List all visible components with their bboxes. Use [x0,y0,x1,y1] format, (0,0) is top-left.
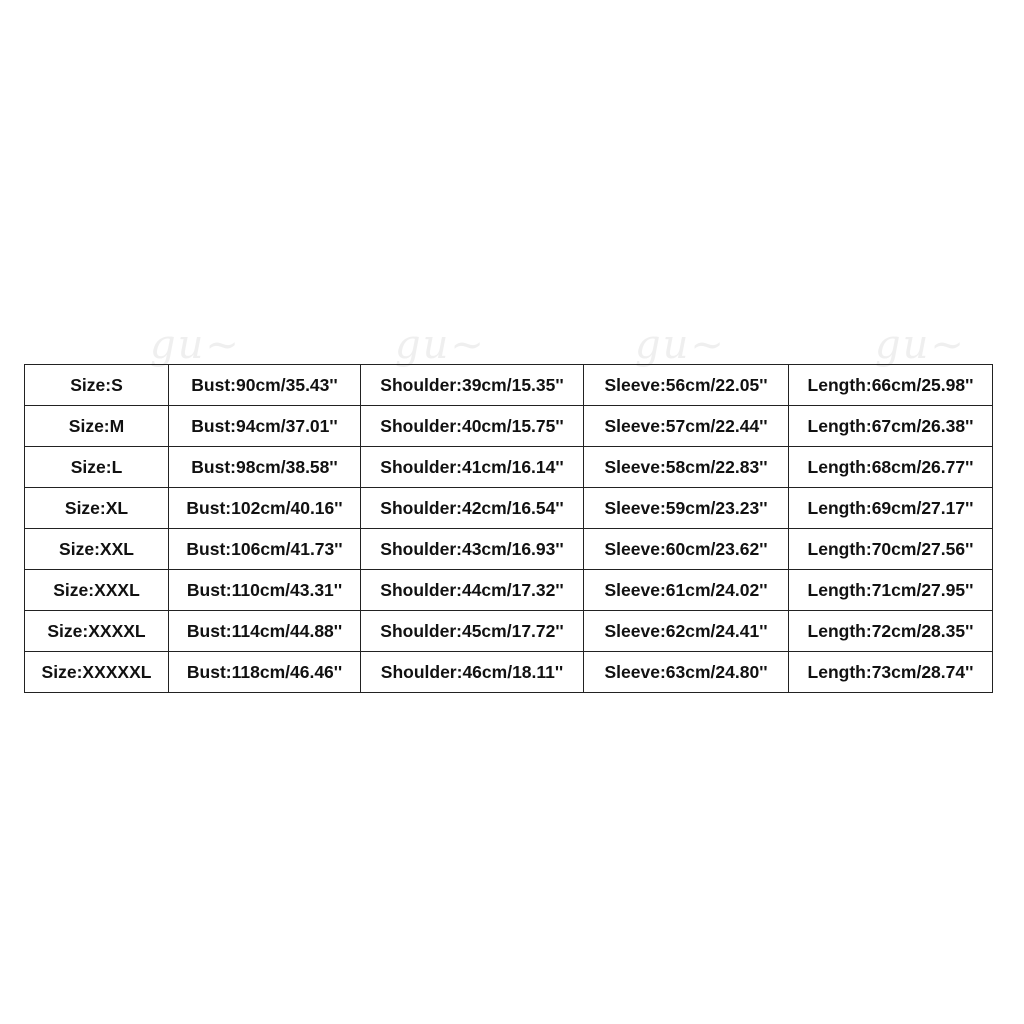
size-cell: Size:XXXXXL [25,652,169,693]
size-cell: Size:XXXXL [25,611,169,652]
shoulder-cell: Shoulder:46cm/18.11'' [361,652,584,693]
length-cell: Length:68cm/26.77'' [789,447,993,488]
size-cell: Size:M [25,406,169,447]
watermark: gu~ [395,322,486,368]
size-cell: Size:XXXL [25,570,169,611]
sleeve-cell: Sleeve:61cm/24.02'' [584,570,789,611]
sleeve-cell: Sleeve:58cm/22.83'' [584,447,789,488]
bust-cell: Bust:102cm/40.16'' [169,488,361,529]
table-row [25,365,993,406]
sleeve-cell: Sleeve:57cm/22.44'' [584,406,789,447]
length-cell: Length:69cm/27.17'' [789,488,993,529]
table-row [25,529,993,570]
bust-cell: Bust:106cm/41.73'' [169,529,361,570]
watermark: gu~ [875,322,966,368]
length-cell: Length:71cm/27.95'' [789,570,993,611]
shoulder-cell: Shoulder:44cm/17.32'' [361,570,584,611]
sleeve-cell: Sleeve:62cm/24.41'' [584,611,789,652]
table-row [25,611,993,652]
table-row [25,406,993,447]
table-row [25,447,993,488]
shoulder-cell: Shoulder:41cm/16.14'' [361,447,584,488]
shoulder-cell: Shoulder:40cm/15.75'' [361,406,584,447]
bust-cell: Bust:110cm/43.31'' [169,570,361,611]
shoulder-cell: Shoulder:43cm/16.93'' [361,529,584,570]
bust-cell: Bust:118cm/46.46'' [169,652,361,693]
bust-cell: Bust:90cm/35.43'' [169,365,361,406]
watermark: gu~ [635,322,726,368]
bust-cell: Bust:114cm/44.88'' [169,611,361,652]
length-cell: Length:72cm/28.35'' [789,611,993,652]
length-cell: Length:70cm/27.56'' [789,529,993,570]
bust-cell: Bust:98cm/38.58'' [169,447,361,488]
sleeve-cell: Sleeve:59cm/23.23'' [584,488,789,529]
size-cell: Size:XXL [25,529,169,570]
table-row [25,488,993,529]
size-cell: Size:L [25,447,169,488]
length-cell: Length:73cm/28.74'' [789,652,993,693]
length-cell: Length:67cm/26.38'' [789,406,993,447]
bust-cell: Bust:94cm/37.01'' [169,406,361,447]
size-cell: Size:S [25,365,169,406]
sleeve-cell: Sleeve:63cm/24.80'' [584,652,789,693]
shoulder-cell: Shoulder:39cm/15.35'' [361,365,584,406]
sleeve-cell: Sleeve:60cm/23.62'' [584,529,789,570]
sleeve-cell: Sleeve:56cm/22.05'' [584,365,789,406]
watermark: gu~ [150,322,241,368]
size-chart-table [24,364,993,693]
length-cell: Length:66cm/25.98'' [789,365,993,406]
table-row [25,652,993,693]
size-cell: Size:XL [25,488,169,529]
shoulder-cell: Shoulder:42cm/16.54'' [361,488,584,529]
table-row [25,570,993,611]
shoulder-cell: Shoulder:45cm/17.72'' [361,611,584,652]
